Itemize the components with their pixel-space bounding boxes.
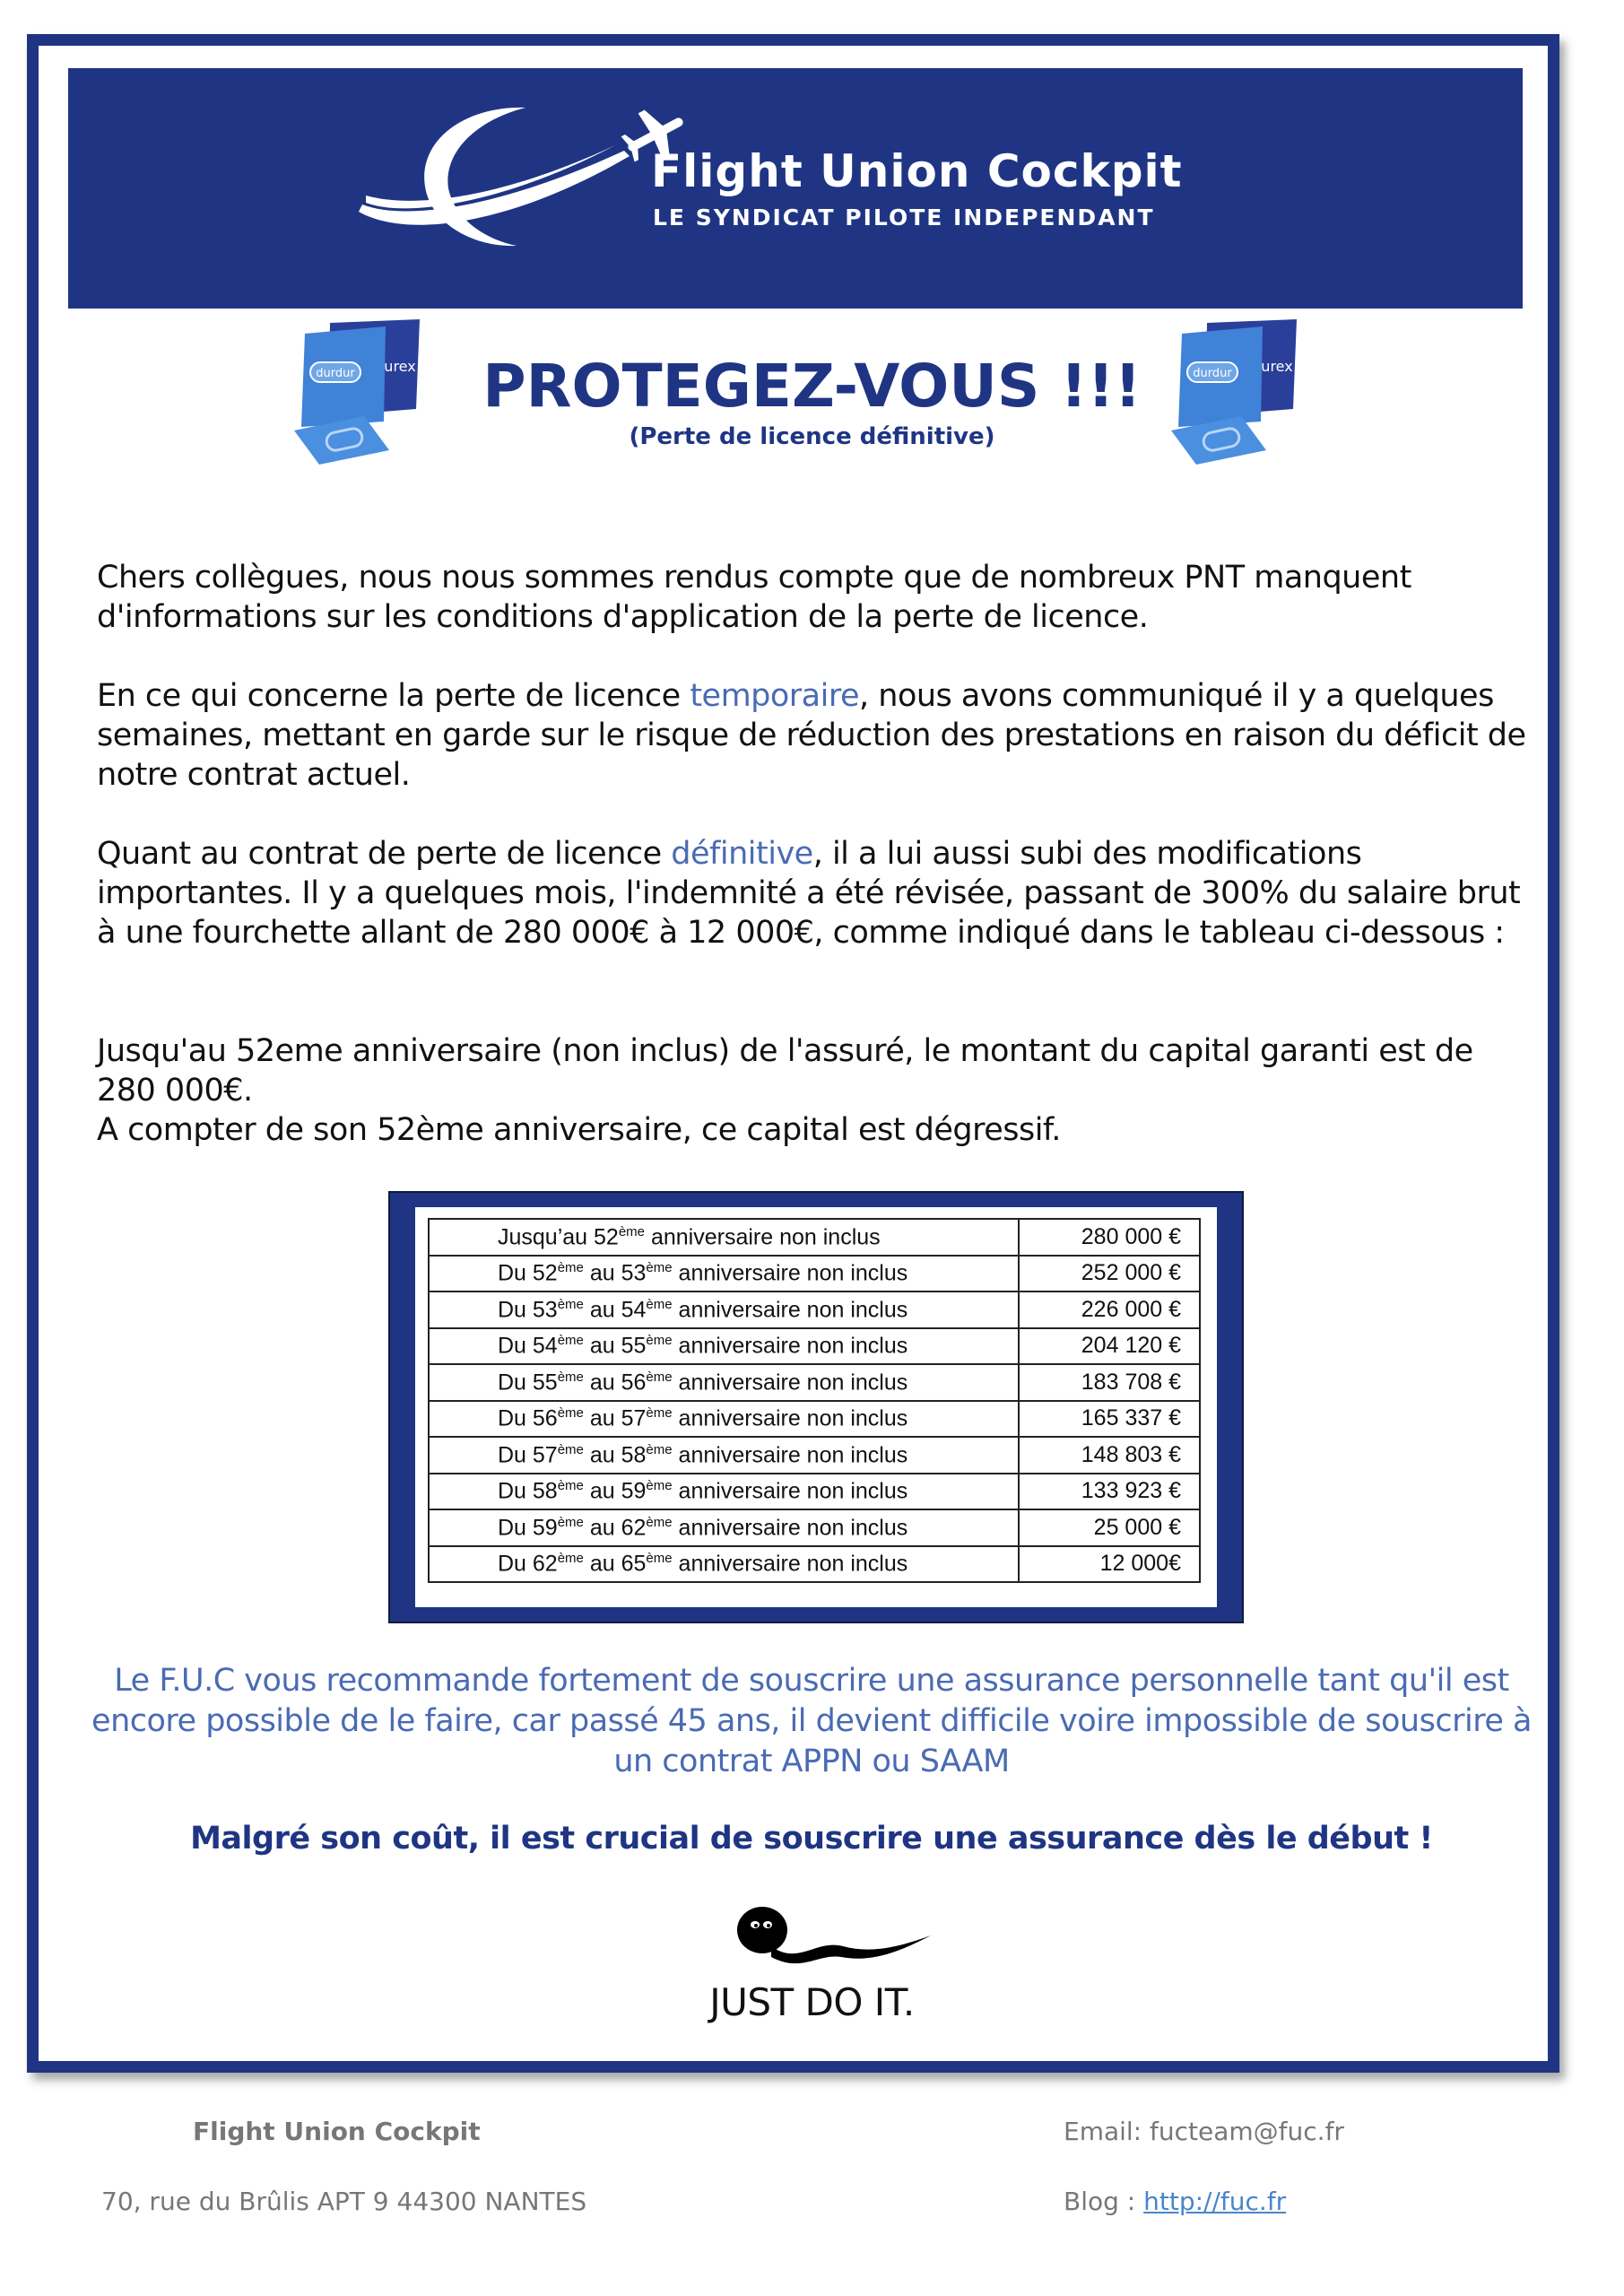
footer-org: Flight Union Cockpit <box>193 2117 481 2146</box>
capital-table-frame <box>388 1191 1244 1623</box>
table-row <box>429 1546 1200 1583</box>
paragraph-definitive-end: , il a lui aussi subi des modifications importantes. Il y a quelques mois, l'indemnité a été révisée, passant de 300% du salaire brut à une fourchette allant de 280 000€ à 12 000€, comme indiqué dans le tableau ci-dessous : <box>97 836 1521 951</box>
pack-brand-label: durdur <box>1193 367 1232 380</box>
pack-brand-label-2: urex <box>1261 358 1293 375</box>
table-row <box>429 1401 1200 1438</box>
age-range-text: au 57 <box>583 1405 647 1431</box>
table-row <box>429 1256 1200 1292</box>
age-range-text: anniversaire non inclus <box>672 1551 908 1577</box>
age-range-text: anniversaire non inclus <box>645 1223 881 1249</box>
table-row <box>429 1437 1200 1474</box>
table-row <box>429 1474 1200 1510</box>
highlight-temporaire: temporaire <box>690 678 860 714</box>
age-range-cell <box>429 1364 1019 1401</box>
ordinal-suffix: ème <box>557 1441 584 1457</box>
age-range-cell <box>429 1292 1019 1328</box>
age-range-cell <box>429 1256 1019 1292</box>
footer-address: 70, rue du Brûlis APT 9 44300 NANTES <box>101 2187 587 2216</box>
table-row <box>429 1328 1200 1365</box>
paragraph-capital-line1: Jusqu'au 52eme anniversaire (non inclus) de l'assuré, le montant du capital garanti est de 280 000€. <box>97 1033 1473 1109</box>
capital-amount-cell: 165 337 € <box>1019 1401 1200 1438</box>
slogan: JUST DO IT. <box>709 1980 915 2024</box>
paragraph-temporary-end: , nous avons communiqué il y a quelques semaines, mettant en garde sur le risque de réduction des prestations en raison du déficit de notre contrat actuel. <box>97 678 1526 793</box>
footer-email-label: Email: <box>1064 2117 1142 2146</box>
crucial-statement: Malgré son coût, il est crucial de souscrire une assurance dès le début ! <box>190 1821 1433 1857</box>
age-range-text: anniversaire non inclus <box>672 1405 908 1431</box>
age-range-cell <box>429 1219 1019 1256</box>
age-range-text: Du 53 <box>498 1296 558 1322</box>
table-row <box>429 1292 1200 1328</box>
age-range-cell <box>429 1474 1019 1510</box>
age-range-text: anniversaire non inclus <box>672 1260 908 1286</box>
age-range-text: Du 57 <box>498 1441 558 1467</box>
ordinal-suffix: ème <box>557 1405 584 1422</box>
header-banner <box>68 68 1523 309</box>
age-range-text: anniversaire non inclus <box>672 1369 908 1395</box>
age-range-text: Du 55 <box>498 1369 558 1395</box>
table-row <box>429 1509 1200 1546</box>
table-row <box>429 1219 1200 1256</box>
age-range-cell <box>429 1401 1019 1438</box>
ordinal-suffix: ème <box>557 1514 584 1530</box>
pack-brand-label-2: urex <box>384 358 416 375</box>
footer-email-address[interactable]: fucteam@fuc.fr <box>1150 2117 1344 2146</box>
footer-blog-link[interactable]: http://fuc.fr <box>1143 2187 1287 2216</box>
ordinal-suffix: ème <box>557 1478 584 1494</box>
age-range-cell <box>429 1546 1019 1583</box>
capital-table <box>428 1218 1201 1583</box>
age-range-text: au 58 <box>583 1441 647 1467</box>
capital-amount-cell: 252 000 € <box>1019 1256 1200 1292</box>
age-range-text: anniversaire non inclus <box>672 1441 908 1467</box>
capital-amount-cell: 280 000 € <box>1019 1219 1200 1256</box>
footer-email <box>1064 2117 1344 2146</box>
recommendation-text: Le F.U.C vous recommande fortement de souscrire une assurance personnelle tant qu'il est encore possible de le faire, car passé 45 ans, il devient difficile voire impossible de souscrire à un contrat APPN ou SAAM <box>91 1663 1532 1779</box>
ordinal-suffix: ème <box>646 1441 673 1457</box>
footer-blog-label: Blog : <box>1064 2187 1136 2216</box>
age-range-text: au 59 <box>583 1478 647 1504</box>
age-range-cell <box>429 1437 1019 1474</box>
ordinal-suffix: ème <box>646 1260 673 1276</box>
ordinal-suffix: ème <box>646 1333 673 1349</box>
age-range-text: au 56 <box>583 1369 647 1395</box>
ordinal-suffix: ème <box>646 1478 673 1494</box>
sperm-swoosh-icon <box>735 1903 942 1979</box>
age-range-text: Jusqu’au 52 <box>498 1223 619 1249</box>
brand-tagline: LE SYNDICAT PILOTE INDEPENDANT <box>653 204 1155 230</box>
ordinal-suffix: ème <box>557 1333 584 1349</box>
ordinal-suffix: ème <box>557 1296 584 1312</box>
age-range-text: au 55 <box>583 1333 647 1359</box>
paragraph-temporary <box>97 676 1532 795</box>
age-range-text: Du 58 <box>498 1478 558 1504</box>
page-subtitle: (Perte de licence définitive) <box>629 423 995 450</box>
ordinal-suffix: ème <box>618 1223 646 1239</box>
capital-amount-cell: 133 923 € <box>1019 1474 1200 1510</box>
ordinal-suffix: ème <box>557 1551 584 1567</box>
ordinal-suffix: ème <box>557 1260 584 1276</box>
capital-amount-cell: 12 000€ <box>1019 1546 1200 1583</box>
age-range-text: anniversaire non inclus <box>672 1514 908 1540</box>
age-range-text: Du 59 <box>498 1514 558 1540</box>
age-range-text: anniversaire non inclus <box>672 1296 908 1322</box>
age-range-text: Du 54 <box>498 1333 558 1359</box>
age-range-cell <box>429 1328 1019 1365</box>
capital-amount-cell: 183 708 € <box>1019 1364 1200 1401</box>
age-range-text: anniversaire non inclus <box>672 1333 908 1359</box>
age-range-cell <box>429 1509 1019 1546</box>
capital-amount-cell: 25 000 € <box>1019 1509 1200 1546</box>
paragraph-temporary-start: En ce qui concerne la perte de licence <box>97 678 690 714</box>
page-title: PROTEGEZ-VOUS !!! <box>482 352 1142 421</box>
ordinal-suffix: ème <box>646 1405 673 1422</box>
age-range-text: au 54 <box>583 1296 647 1322</box>
age-range-text: Du 56 <box>498 1405 558 1431</box>
ordinal-suffix: ème <box>557 1369 584 1385</box>
footer-blog <box>1064 2187 1286 2216</box>
paragraph-capital-line2: A compter de son 52ème anniversaire, ce capital est dégressif. <box>97 1112 1061 1148</box>
paragraph-intro <box>97 558 1532 637</box>
ordinal-suffix: ème <box>646 1551 673 1567</box>
paragraph-intro-text: Chers collègues, nous nous sommes rendus compte que de nombreux PNT manquent d'informations sur les conditions d'application de la perte de licence. <box>97 560 1411 635</box>
pack-brand-label: durdur <box>316 367 355 380</box>
highlight-definitive: définitive <box>671 836 813 872</box>
paragraph-capital <box>97 1031 1532 1150</box>
age-range-text: Du 62 <box>498 1551 558 1577</box>
age-range-text: anniversaire non inclus <box>672 1478 908 1504</box>
age-range-text: au 62 <box>583 1514 647 1540</box>
capital-amount-cell: 148 803 € <box>1019 1437 1200 1474</box>
table-row <box>429 1364 1200 1401</box>
age-range-text: au 65 <box>583 1551 647 1577</box>
paragraph-definitive <box>97 834 1532 952</box>
capital-amount-cell: 204 120 € <box>1019 1328 1200 1365</box>
paragraph-definitive-start: Quant au contrat de perte de licence <box>97 836 672 872</box>
capital-table-panel <box>415 1207 1217 1607</box>
age-range-text: au 53 <box>583 1260 647 1286</box>
ordinal-suffix: ème <box>646 1514 673 1530</box>
capital-amount-cell: 226 000 € <box>1019 1292 1200 1328</box>
ordinal-suffix: ème <box>646 1296 673 1312</box>
brand-name: Flight Union Cockpit <box>651 145 1183 197</box>
ordinal-suffix: ème <box>646 1369 673 1385</box>
age-range-text: Du 52 <box>498 1260 558 1286</box>
